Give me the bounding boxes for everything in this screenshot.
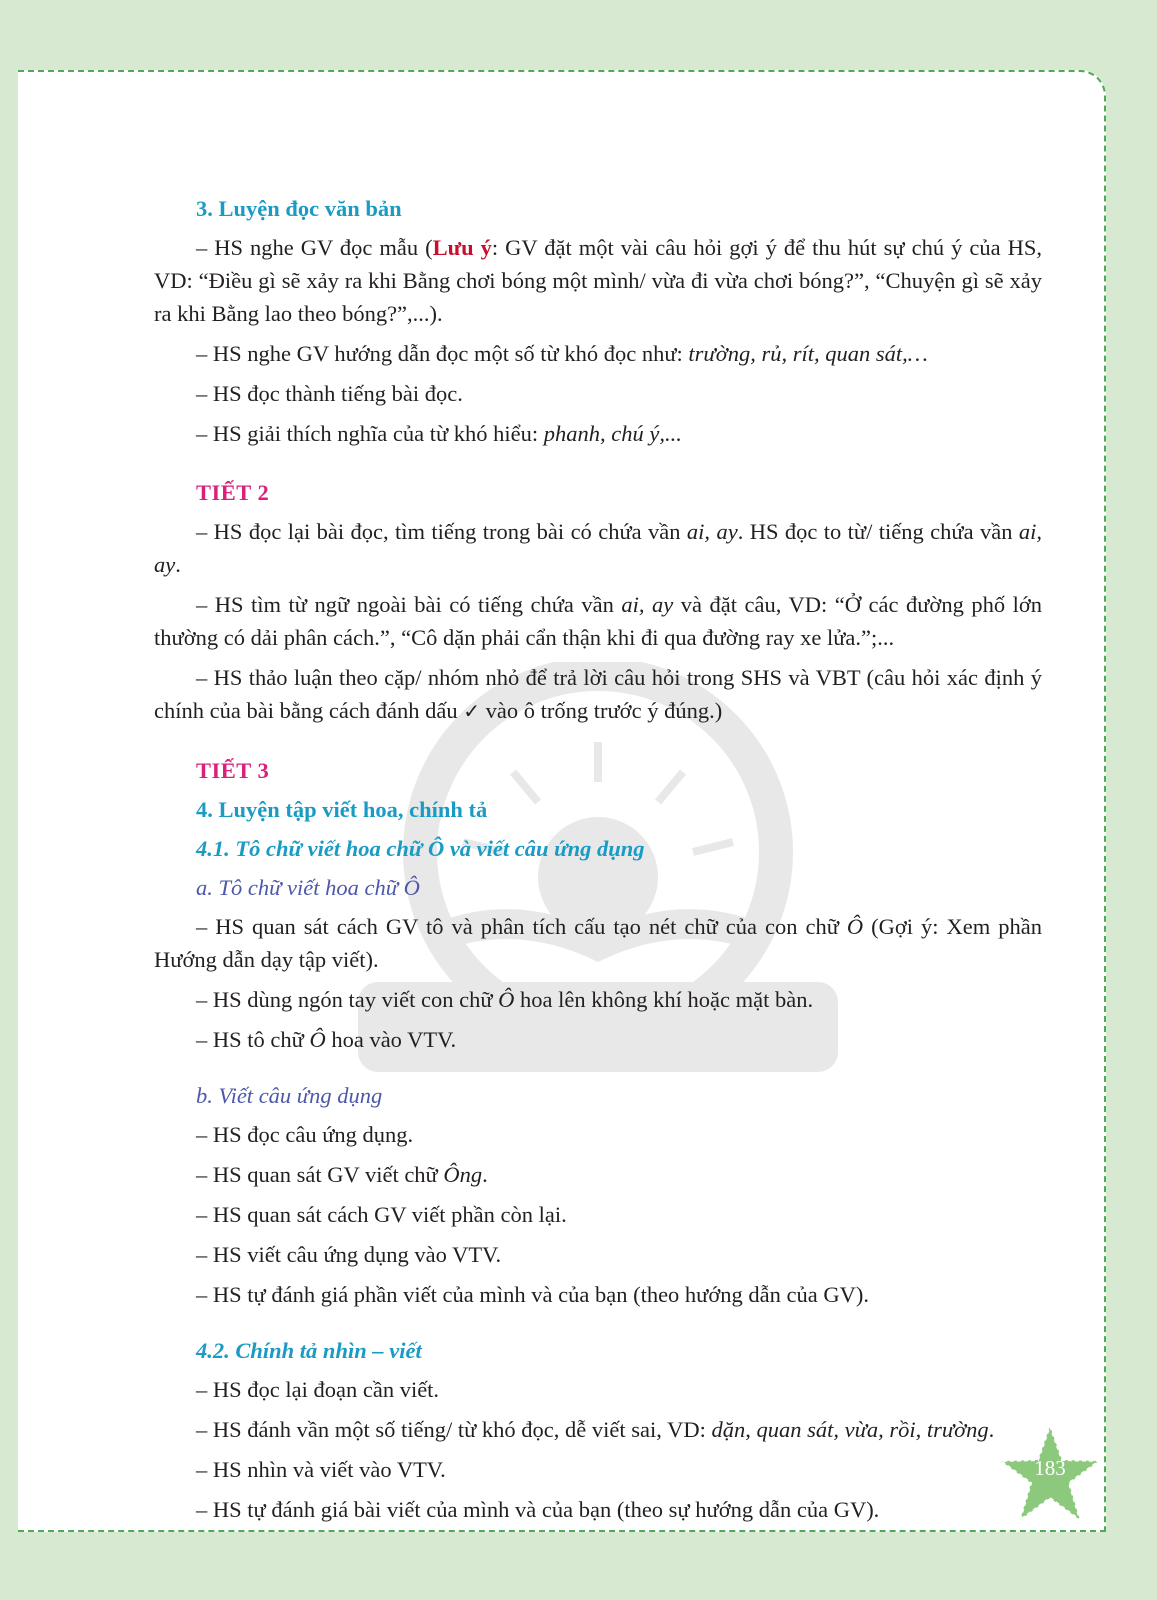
paragraph-hard-words: – HS nghe GV hướng dẫn đọc một số từ khó đọc như: trường, rủ, rít, quan sát,…	[196, 341, 928, 366]
list-item: – HS tự đánh giá bài viết của mình và của bạn (theo sự hướng dẫn của GV).	[196, 1497, 880, 1522]
paragraph-observe-letter: – HS quan sát cách GV tô và phân tích cấu tạo nét chữ của con chữ Ô (Gợi ý: Xem phần Hướng dẫn dạy tập viết).	[154, 914, 1042, 972]
list-item: – HS đọc câu ứng dụng.	[196, 1122, 414, 1147]
tiet-2-heading: TIẾT 2	[196, 480, 270, 505]
list-item: – HS tự đánh giá phần viết của mình và của bạn (theo hướng dẫn của GV).	[196, 1282, 869, 1307]
list-item: – HS quan sát GV viết chữ Ông.	[196, 1162, 488, 1187]
section-4-heading: 4. Luyện tập viết hoa, chính tả	[196, 797, 488, 822]
paragraph-find-rhyme: – HS đọc lại bài đọc, tìm tiếng trong bài có chứa vần ai, ay. HS đọc to từ/ tiếng chứa vần ai, ay.	[154, 519, 1042, 577]
section-4-1-a-heading: a. Tô chữ viết hoa chữ Ô	[196, 875, 420, 900]
section-4-2-heading: 4.2. Chính tả nhìn – viết	[196, 1338, 422, 1363]
note-label: Lưu ý	[432, 235, 492, 260]
paragraph-discuss-pairs: – HS thảo luận theo cặp/ nhóm nhỏ để trả lời câu hỏi trong SHS và VBT (câu hỏi xác định ý chính của bài bằng cách đánh dấu ✓ vào ô trống trước ý đúng.)	[154, 665, 1042, 723]
checkmark-icon: ✓	[463, 699, 481, 723]
lesson-content	[154, 192, 1042, 1533]
section-4-1-heading: 4.1. Tô chữ viết hoa chữ Ô và viết câu ứng dụng	[196, 836, 645, 861]
list-item: – HS quan sát cách GV viết phần còn lại.	[196, 1202, 567, 1227]
paragraph-read-aloud: – HS đọc thành tiếng bài đọc.	[196, 381, 463, 406]
section-3-heading: 3. Luyện đọc văn bản	[196, 196, 402, 221]
paragraph-trace-letter: – HS tô chữ Ô hoa vào VTV.	[196, 1027, 457, 1052]
section-4-1-b-heading: b. Viết câu ứng dụng	[196, 1083, 383, 1108]
paragraph-explain-words: – HS giải thích nghĩa của từ khó hiểu: phanh, chú ý,...	[196, 421, 682, 446]
list-item: – HS nhìn và viết vào VTV.	[196, 1457, 446, 1482]
paragraph-finger-writing: – HS dùng ngón tay viết con chữ Ô hoa lên không khí hoặc mặt bàn.	[196, 987, 814, 1012]
tiet-3-heading: TIẾT 3	[196, 758, 270, 783]
list-item: – HS đọc lại đoạn cần viết.	[196, 1377, 440, 1402]
list-item: – HS viết câu ứng dụng vào VTV.	[196, 1242, 502, 1267]
paragraph-find-words-outside: – HS tìm từ ngữ ngoài bài có tiếng chứa vần ai, ay và đặt câu, VD: “Ở các đường phố lớn thường có dải phân cách.”, “Cô dặn phải cẩn thận khi đi qua đường ray xe lửa.”;...	[154, 592, 1042, 650]
page-number: 183	[1034, 1456, 1066, 1480]
paragraph-listen-model: – HS nghe GV đọc mẫu (Lưu ý: GV đặt một vài câu hỏi gợi ý để thu hút sự chú ý của HS, VD: “Điều gì sẽ xảy ra khi Bằng chơi bóng một mình/ vừa đi vừa chơi bóng?”, “Chuyện gì sẽ xảy ra khi Bằng lao theo bóng?”,...).	[154, 235, 1042, 326]
list-item: – HS đánh vần một số tiếng/ từ khó đọc, dễ viết sai, VD: dặn, quan sát, vừa, rồi, trường.	[196, 1417, 995, 1442]
page-frame	[18, 70, 1106, 1532]
